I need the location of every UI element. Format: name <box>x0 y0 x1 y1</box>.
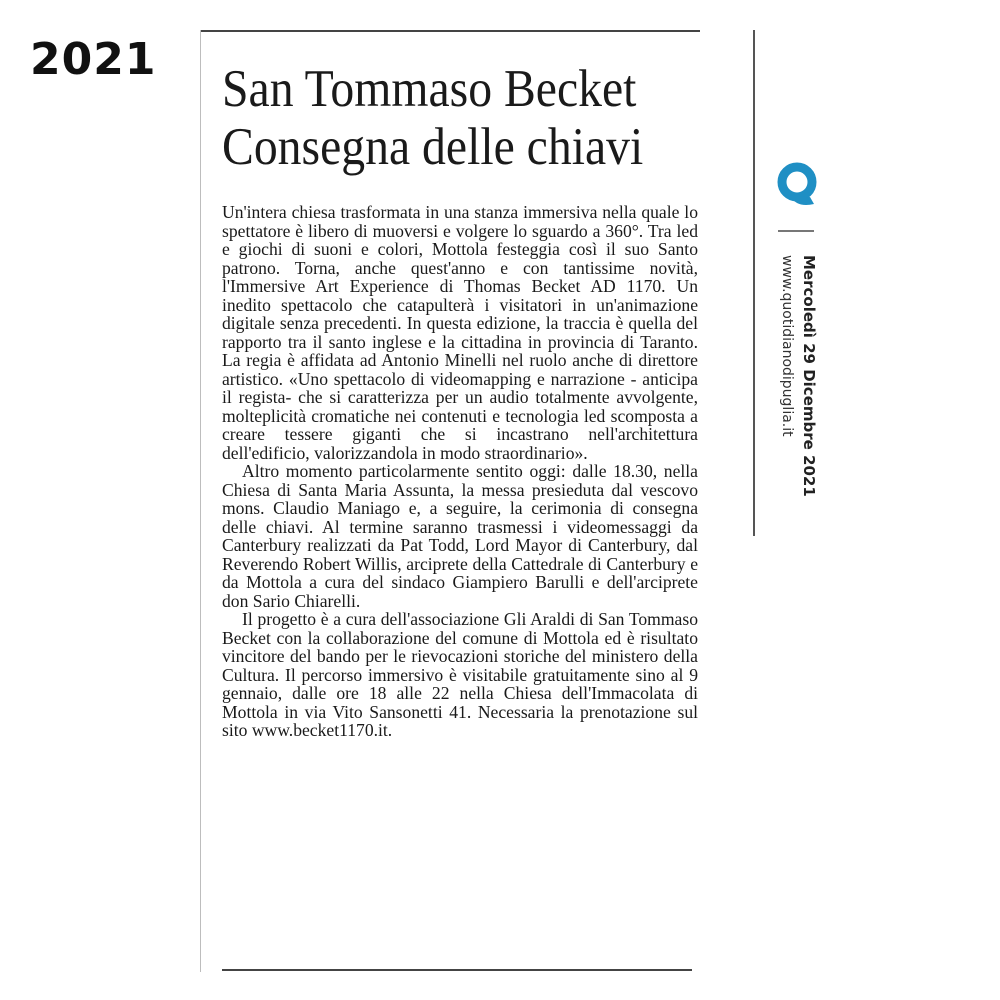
article-headline <box>222 60 652 176</box>
publication-date: Mercoledì 29 Dicembre 2021 <box>800 255 818 497</box>
newspaper-clipping <box>200 30 700 975</box>
quotidiano-q-logo-icon <box>770 160 824 210</box>
headline-line-2: Consegna delle chiavi <box>222 118 644 176</box>
article-paragraph-3: Il progetto è a cura dell'associazione Gli Araldi di San Tommaso Becket con la collaborazione del comune di Mottola ed è risultato vincitore del bando per le rievocazioni storiche del ministero della Cultura. Il percorso immersivo è visitabile gratuitamente sino al 9 gennaio, dalle ore 18 alle 22 nella Chiesa dell'Immacolata di Mottola in via Vito Sansonetti 41. Necessaria la prenotazione sul sito www.becket1170.it. <box>222 609 698 740</box>
left-rule <box>200 30 201 972</box>
article-paragraph-2: Altro momento particolarmente sentito oggi: dalle 18.30, nella Chiesa di Santa Maria Assunta, la messa presieduta dal vescovo mons. Claudio Maniago e, a seguire, la cerimonia di consegna delle chiavi. Al termine saranno trasmessi i videomessaggi da Canterbury realizzati da Pat Todd, Lord Mayor di Canterbury, dal Reverendo Robert Willis, arciprete della Cattedrale di Canterbury e da Mottola a cura del sindaco Giampiero Barulli e dell'arciprete don Sario Chiarelli. <box>222 461 698 611</box>
publication-info <box>776 255 820 497</box>
bottom-rule <box>222 969 692 971</box>
year-label: 2021 <box>30 34 157 85</box>
article-body <box>222 203 698 740</box>
headline-line-1: San Tommaso Becket <box>222 60 637 118</box>
sidebar-rule <box>753 30 755 536</box>
top-rule <box>200 30 700 32</box>
article-paragraph-1: Un'intera chiesa trasformata in una stanza immersiva nella quale lo spettatore è libero di muoversi e volgere lo sguardo a 360°. Tra led e giochi di suoni e colori, Mottola festeggia così il suo Santo patrono. Torna, anche quest'anno e con tantissime novità, l'Immersive Art Experience di Thomas Becket AD 1170. Un inedito spettacolo che catapulterà i visitatori in un'animazione digitale senza precedenti. In questa edizione, la traccia è quella del rapporto tra il santo inglese e la cittadina in provincia di Taranto. La regia è affidata ad Antonio Minelli nel ruolo anche di direttore artistico. «Uno spettacolo di videomapping e narrazione - anticipa il regista- che si caratterizza per un audio totalmente avvolgente, molteplicità cromatiche nei contenuti e tecnologia led scomposta a creare tessere giganti che si incastrano nell'architettura dell'edificio, valorizzandola in modo straordinario». <box>222 202 698 463</box>
sidebar-divider <box>778 230 814 232</box>
publication-website: www.quotidianodipuglia.it <box>779 255 795 437</box>
